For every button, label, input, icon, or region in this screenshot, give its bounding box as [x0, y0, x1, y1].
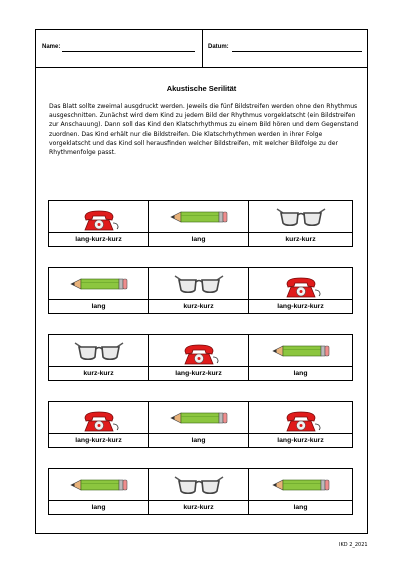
strip-picture [249, 402, 352, 434]
telephone-icon [77, 203, 121, 231]
pencil-icon [169, 411, 229, 425]
rhythm-label: kurz-kurz [49, 367, 149, 381]
strip-picture [49, 335, 149, 367]
strip-picture [49, 201, 149, 233]
pencil-icon [69, 478, 129, 492]
rhythm-label: kurz-kurz [285, 236, 316, 243]
rhythm-label: lang-kurz-kurz [277, 303, 324, 310]
worksheet-frame [35, 29, 368, 534]
pencil-icon [271, 344, 331, 358]
strip-picture [249, 469, 352, 501]
picture-strip [48, 401, 353, 448]
rhythm-label: lang [149, 233, 249, 247]
rhythm-label: lang-kurz-kurz [149, 367, 249, 381]
date-line [232, 51, 362, 52]
glasses-icon [171, 473, 227, 497]
strip-picture [149, 469, 249, 501]
instructions-text: Das Blatt sollte zweimal ausgdruckt werden. Jeweils die fünf Bildstreifen werden ohne den Rhythmus ausgeschnitten. Zunächst wird dem Kind zu jedem Bild der Rhythmus vorgeklatscht (ein Bildstreifen zur Anschauung). Dann soll das Kind den Klatschrhythmus zu einem Bild hören und dem Gegenstand zuordnen. Das Kind erhält nur die Bildstreifen. Die Klatschrhythmen werden in ihrer Folge vorgeklatscht und das Kind soll herausfinden welcher Bildstreifen, mit welcher Bildfolge zu der Rhythmenfolge passt. [49, 103, 359, 157]
date-label: Datum: [208, 44, 229, 50]
telephone-icon [279, 270, 323, 298]
strip-picture [149, 402, 249, 434]
worksheet-title: Akustische Serilität [166, 84, 237, 93]
strip-picture [149, 201, 249, 233]
rhythm-label: lang [293, 504, 308, 511]
strip-picture [49, 268, 149, 300]
rhythm-label: lang [293, 370, 308, 377]
picture-strip [48, 267, 353, 314]
telephone-icon [177, 337, 221, 365]
glasses-icon [171, 272, 227, 296]
pencil-icon [271, 478, 331, 492]
glasses-icon [273, 205, 329, 229]
pencil-icon [69, 277, 129, 291]
rhythm-label: lang-kurz-kurz [49, 434, 149, 448]
strip-picture [249, 268, 352, 300]
rhythm-label: kurz-kurz [149, 501, 249, 515]
picture-strip [48, 200, 353, 247]
picture-strip [48, 334, 353, 381]
footer-code: IKD 2_2021 [339, 542, 368, 548]
worksheet-header [36, 30, 367, 68]
rhythm-label: lang [49, 501, 149, 515]
date-cell [202, 30, 368, 67]
strip-picture [249, 335, 352, 367]
rhythm-label: lang-kurz-kurz [49, 233, 149, 247]
name-label: Name: [42, 44, 61, 50]
name-line [62, 51, 195, 52]
strip-picture [49, 469, 149, 501]
rhythm-label: lang [49, 300, 149, 314]
picture-strip [48, 468, 353, 515]
name-cell [36, 30, 203, 67]
telephone-icon [279, 404, 323, 432]
strip-picture [249, 201, 352, 233]
rhythm-label: lang [149, 434, 249, 448]
strip-picture [49, 402, 149, 434]
strip-picture [149, 268, 249, 300]
pencil-icon [169, 210, 229, 224]
rhythm-label: kurz-kurz [149, 300, 249, 314]
strip-picture [149, 335, 249, 367]
glasses-icon [71, 339, 127, 363]
rhythm-label: lang-kurz-kurz [277, 437, 324, 444]
telephone-icon [77, 404, 121, 432]
